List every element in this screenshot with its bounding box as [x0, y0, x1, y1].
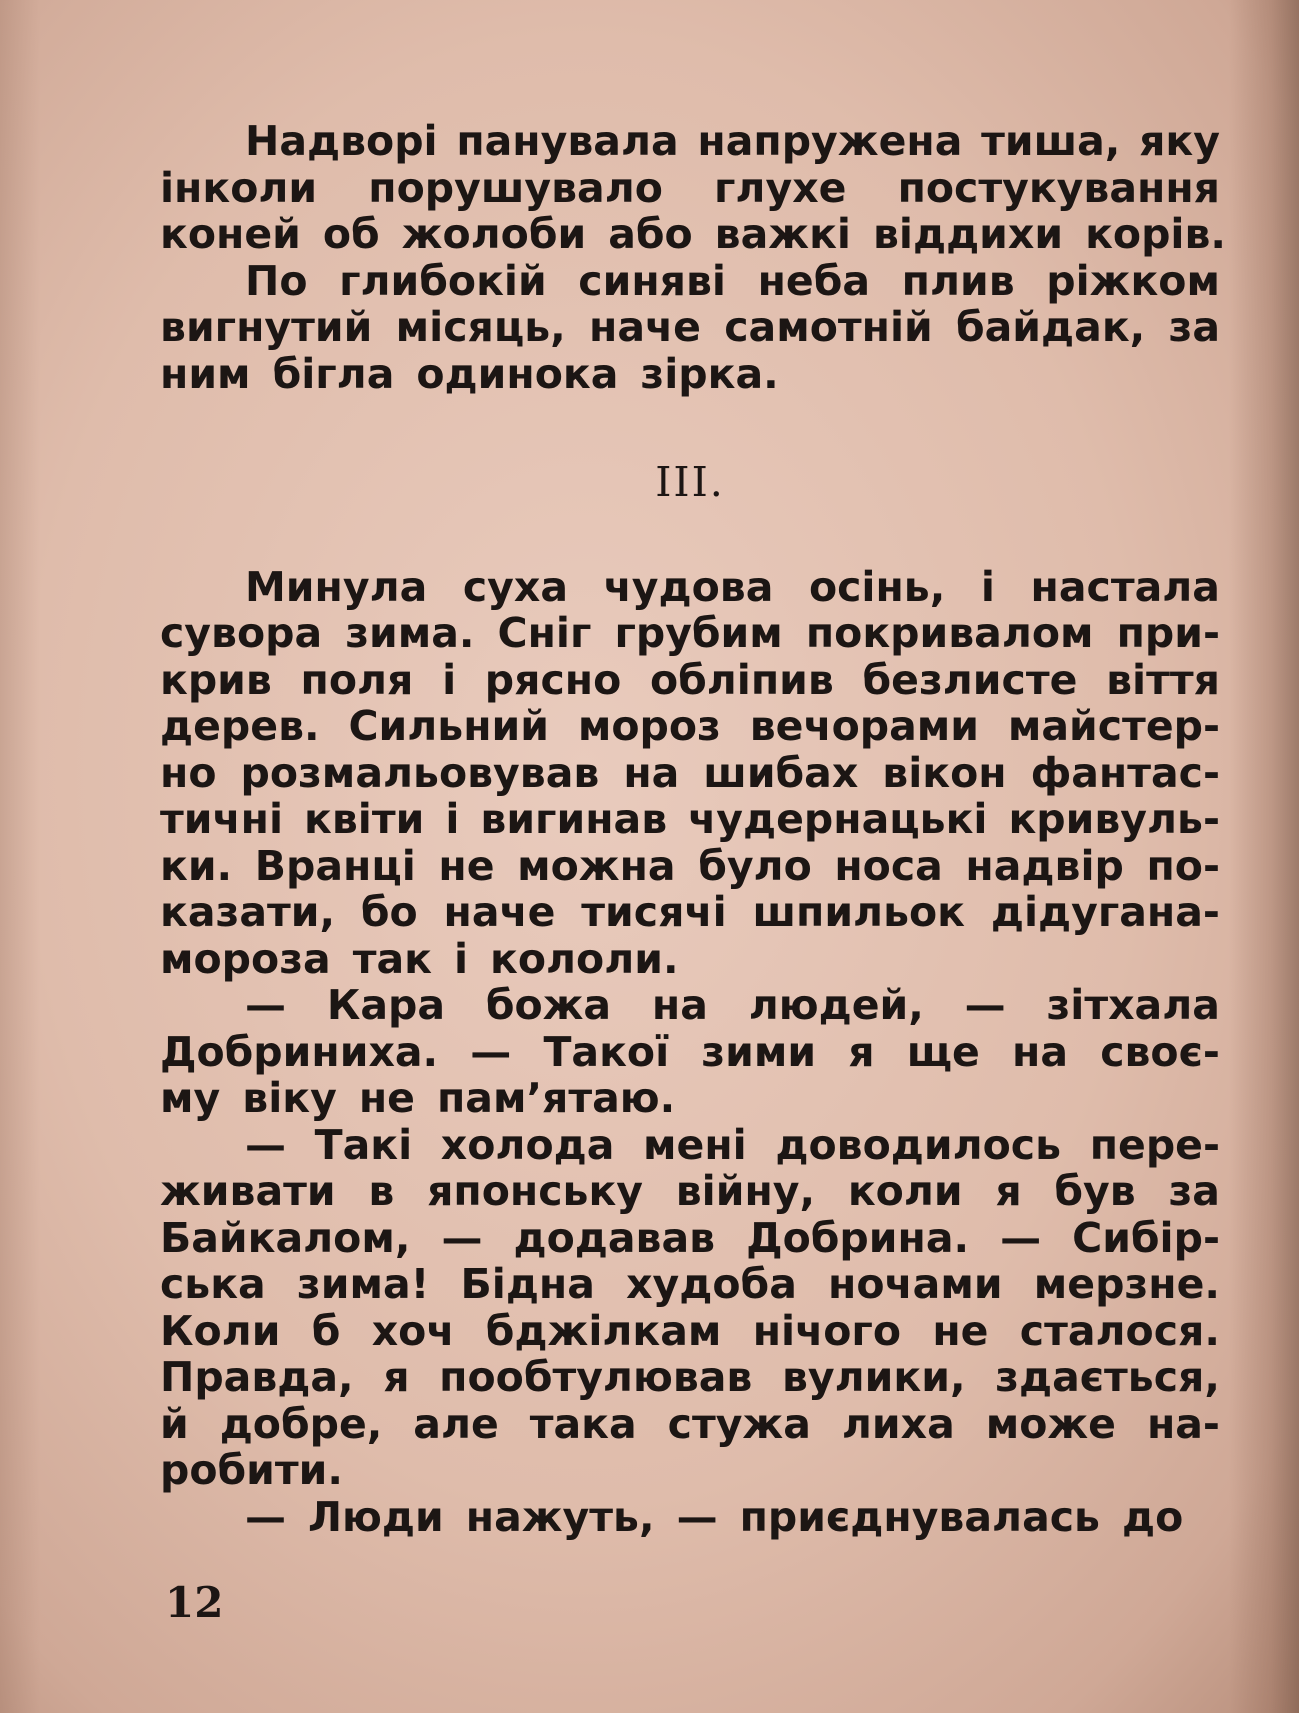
text-line: ська зима! Бідна худоба ночами мерзне.	[160, 1260, 1220, 1308]
text-line: дерев. Сильний мороз вечорами майстер-	[160, 702, 1220, 750]
text-line: — Кара божа на людей, — зітхала	[245, 981, 1220, 1029]
book-text	[160, 117, 1227, 1541]
text-line: вигнутий місяць, наче самотній байдак, за	[160, 303, 1220, 351]
paragraph	[160, 1122, 1220, 1494]
text-line: тичні квіти і вигинав чудернацькі кривуль-	[160, 795, 1220, 843]
section-heading: III.	[655, 458, 725, 506]
text-line: Добриниха. — Такої зими я ще на своє-	[160, 1027, 1220, 1076]
paragraphs-after-heading	[160, 564, 1220, 1541]
text-line: коней об жолоби або важкі віддихи корів.	[160, 210, 1227, 258]
paragraph	[160, 982, 1220, 1122]
text-line: По глибокій синяві неба плив ріжком	[245, 256, 1220, 305]
text-line: Надворі панувала напружена тиша, яку	[245, 117, 1220, 165]
text-line: крив поля і рясно обліпив безлисте віття	[160, 655, 1220, 704]
page-shadow-right	[1229, 0, 1299, 1713]
text-line: інколи порушувало глухе постукування	[160, 163, 1220, 212]
text-line: — Люди нажуть, — приєднувалась до	[245, 1492, 1184, 1541]
paragraph	[160, 564, 1220, 983]
page-number: 12	[165, 1578, 224, 1627]
text-line: му віку не пам’ятаю.	[160, 1074, 676, 1122]
text-line: — Такі холода мені доводилось пере-	[245, 1120, 1220, 1169]
text-line: Минула суха чудова осінь, і настала	[245, 562, 1220, 611]
text-line: мороза так і кололи.	[160, 934, 679, 983]
paragraph	[160, 117, 1227, 258]
text-line: Правда, я пообтулював вулики, здається,	[160, 1353, 1220, 1401]
text-line: но розмальовував на шибах вікон фантас-	[160, 748, 1220, 797]
page-shadow-left	[0, 0, 40, 1713]
paragraphs-before-heading	[160, 117, 1227, 398]
paragraph	[160, 1494, 1220, 1541]
text-line: ки. Вранці не можна було носа надвір по-	[160, 841, 1220, 890]
paragraph	[160, 258, 1220, 398]
text-line: казати, бо наче тисячі шпильок дідугана-	[160, 888, 1220, 936]
text-line: живати в японську війну, коли я був за	[160, 1167, 1220, 1215]
text-line: Коли б хоч бджілкам нічого не сталося.	[160, 1306, 1220, 1355]
text-line: й добре, але така стужа лиха може на-	[160, 1399, 1220, 1448]
text-line: сувора зима. Сніг грубим покривалом при-	[160, 609, 1220, 657]
text-line: ним бігла одинока зірка.	[160, 349, 779, 398]
text-line: робити.	[160, 1446, 343, 1494]
text-line: Байкалом, — додавав Добрина. — Сибір-	[160, 1213, 1220, 1262]
